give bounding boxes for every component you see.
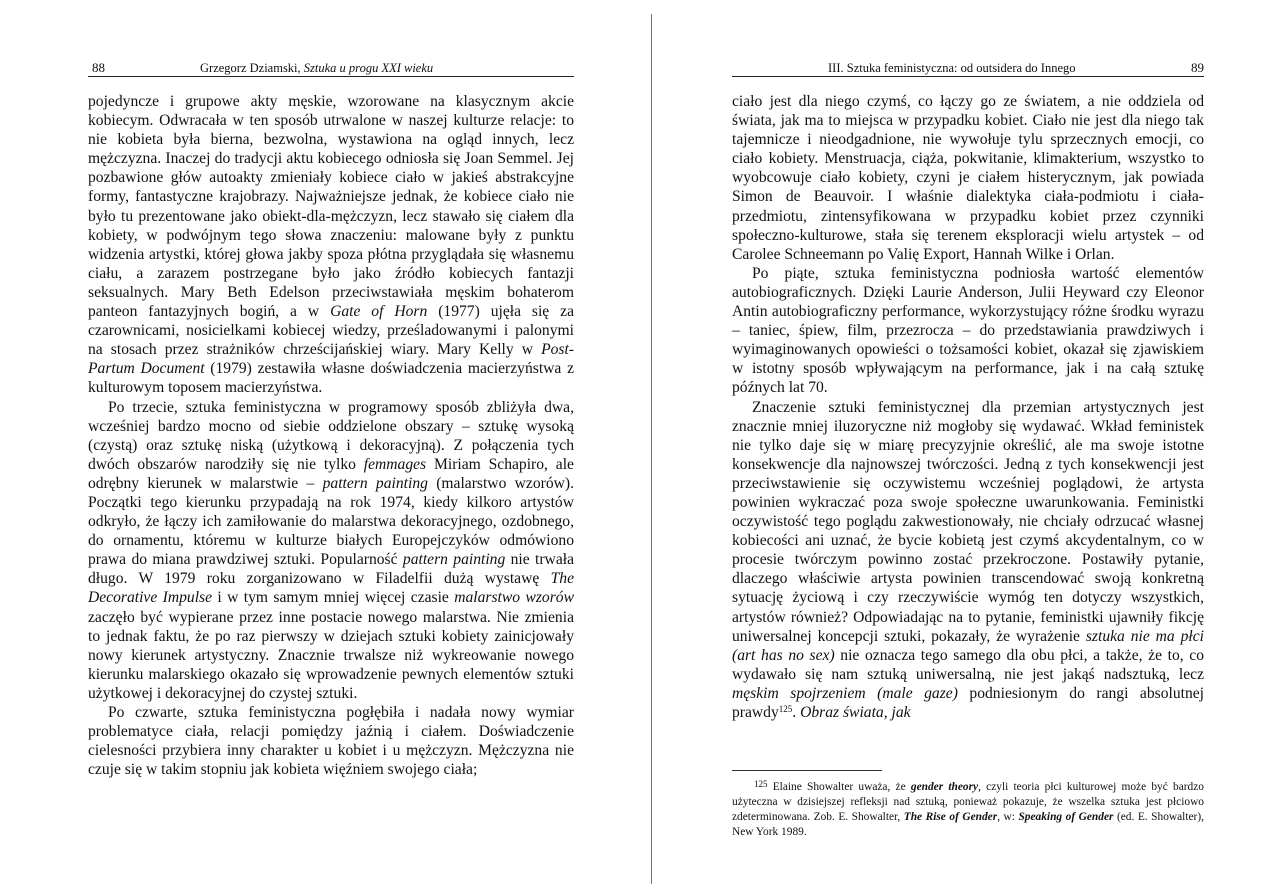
text-run: (1979) zestawiła własne doświadczenia macierzyństwa z kulturowym toposem macierzyństwa. (88, 360, 574, 397)
right-running-head: III. Sztuka feministyczna: od outsidera do Innego (828, 61, 1076, 75)
right-paragraph-1 (732, 92, 1204, 264)
text-run: zaczęło być wypierane przez inne postacie nowego malarstwa. Nie zmienia to jednak faktu, że po raz pierwszy w dziejach sztuki kobiety zainicjowały nowy kierunek artystyczny. Znacznie trwalsze niż wykreowanie nowego kierunku malarskiego okazało się wprowadzenie pewnych elementów sztuki użytkowej i dekoracyjnej do czystej sztuki. (88, 608, 574, 702)
text-run: męskim spojrzeniem (male gaze) (732, 684, 958, 702)
text-run: Po trzecie, sztuka feministyczna w programowy sposób zbliżyła dwa, wcześniej bardzo mocno od siebie oddzielone obszary – sztukę wysoką (czystą) oraz sztukę niską (użytkową i dekoracyjną). Z połączenia tych dwóch obszarów narodziły się nie tylko (88, 398, 574, 473)
left-body-text (88, 92, 574, 779)
footnote-marker: 125 (778, 704, 793, 714)
text-run: (ed. E. Showalter), New York 1989. (732, 811, 1204, 838)
text-run: Obraz świata, jak (800, 704, 911, 721)
text-run: (1977) ujęła się za czarownicami, nosicielkami kobiecej wiedzy, prześladowanymi i palonymi na stosach przez strażników chrześcijańskiej wiary. Mary Kelly w (88, 303, 574, 359)
left-paragraph-2 (88, 398, 574, 704)
text-run: pattern painting (322, 474, 428, 492)
text-run: pattern painting (402, 551, 506, 569)
text-run: nie oznacza tego samego dla obu płci, a także, że to, co wydawało się nam sztuką uniwersalną, nie jest jakąś nadsztuką, lecz (732, 646, 1204, 683)
text-run: , czyli teoria płci kulturowej może być bardzo użyteczna w dzisiejszej refleksji nad sztuką, ponieważ pokazuje, że wszelka sztuka jest płciowo zdeterminowana. Zob. E. Showalter, (732, 781, 1204, 823)
text-run: i w tym samym mniej więcej czasie (212, 589, 455, 607)
right-running-header (732, 60, 1204, 77)
left-paragraph-1 (88, 92, 574, 398)
running-head-book-title: Sztuka u progu XXI wieku (303, 61, 434, 75)
text-run: Znaczenie sztuki feministycznej dla przemian artystycznych jest znacznie mniej iluzoryczne niż mogłoby się wydawać. Wkład feministek nie tylko daje się w miarę precyzyjnie określić, ale ma swoje istotne konsekwencje dla najnowszej twórczości. Jedną z tych konsekwencji jest przeciwstawienie się oczywistemu wcześniej poglądowi, że artysta powinien wykraczać poza swoje społeczne uwarunkowania. Feministki oczywistość tego poglądu zakwestionowały, nie chciały odrzucać własnej kobiecości ani uznać, że bycie kobietą jest czymś akcydentalnym, co w procesie twórczym powinno zostać przekroczone. Postawiły pytanie, dlaczego właściwie artysta powinien transcendować swoją konkretną sytuację życiową i czy rzeczywiście wymóg ten dotyczy wszystkich, artystów również? Odpowiadając na to pytanie, feministki ujawniły fikcję uniwersalnej koncepcji sztuki, pokazały, że wyrażenie (732, 398, 1204, 645)
text-run: (malarstwo wzorów). Początki tego kierunku przypadają na rok 1974, kiedy kilkoro artystów odkryło, że łączy ich zamiłowanie do malarstwa dekoracyjnego, ozdobnego, do ornamentu, któremu w kulturze białych Europejczyków odmówiono prawa do miana prawdziwej sztuki. Popularność (88, 474, 574, 569)
running-head-author: Grzegorz Dziamski, (200, 61, 301, 75)
right-page-number: 89 (1191, 60, 1204, 75)
text-run: Po piąte, sztuka feministyczna podniosła wartość elementów autobiograficznych. Dzięki Laurie Anderson, Julii Heyward czy Eleonor Antin autobiograficzny performance, wykorzystujący różne środku wyrazu – taniec, śpiew, film, przezrocza – do przedstawiania prawdziwych i wyimaginowanych opowieści o tożsamości kobiet, okazał się zjawiskiem w istotny sposób wpływającym na performance, jak i na całą sztukę późnych lat 70. (732, 264, 1204, 397)
text-run: nie trwała długo. W 1979 roku zorganizowano w Filadelfii dużą wystawę (88, 551, 574, 588)
left-running-head (200, 60, 433, 76)
footnote-rule (732, 770, 882, 771)
text-run: ciało jest dla niego czymś, co łączy go ze światem, a nie oddziela od świata, jak ma to miejsca w przypadku kobiet. Ciało nie jest dla niego tak tajemnicze i nieodgadnione, nie wywołuje tylu sprzecznych emocji, co ciało kobiety. Menstruacja, ciąża, pokwitanie, klimakterium, wszystko to wyobcowuje ciało kobiety, czyni je ciałem histerycznym, jak powiada Simon de Beauvoir. I właśnie dialektyka ciała-podmiotu i ciała-przedmiotu, zintensyfikowana w przypadku kobiet przez czynniki społeczno-kulturowe, stała się terenem eksploracji wielu artystek – od Carolee Schneemann po Valię Export, Hannah Wilke i Orlan. (732, 93, 1204, 263)
footnote (732, 780, 1204, 840)
footnote-marker: 125 (754, 779, 768, 789)
text-run: podniesionym do rangi absolutnej prawdy (732, 684, 1205, 721)
text-run: Gate of Horn (330, 303, 428, 321)
text-run: Post-Partum Document (88, 341, 574, 378)
text-run: Elaine Showalter uważa, że (767, 781, 911, 793)
left-page-number: 88 (92, 60, 105, 75)
text-run: The Decorative Impulse (88, 570, 574, 607)
text-run: Miriam Schapiro, ale odrębny kierunek w malarstwie – (88, 455, 574, 492)
right-paragraph-3 (732, 398, 1204, 723)
text-run: . (792, 704, 801, 721)
footnote-125 (732, 780, 1204, 840)
text-run: Speaking of Gender (1018, 811, 1114, 823)
left-running-header (88, 60, 574, 77)
text-run: Po czwarte, sztuka feministyczna pogłębiła i nadała nowy wymiar problematyce ciała, relacji pomiędzy jaźnią i ciałem. Doświadczenie cielesności przybiera inny charakter u kobiet i u mężczyzn. Mężczyzna nie czuje się w takim stopniu jak kobieta więźniem swojego ciała; (88, 704, 574, 779)
text-run: pojedyncze i grupowe akty męskie, wzorowane na klasycznym akcie kobiecym. Odwracała w ten sposób utrwalone w naszej kulturze relacje: to nie kobieta była bierna, bezwolna, wystawiona na ogląd innych, lecz mężczyzna. Inaczej do tradycji aktu kobiecego odniosła się Joan Semmel. Jej pozbawione głów autoakty zmieniały kobiece ciało w jakieś abstrakcyjne formy, fantastyczne krajobrazy. Najważniejsze jednak, że kobiece ciało nie było tu prezentowane jako obiekt-dla-mężczyzn, lecz stawało się ciałem dla kobiety, w podwójnym tego słowa znaczeniu: malowane były z punktu widzenia artystki, której głowa jakby spoza płótna przyglądała się własnemu ciału, a zarazem postrzegane było jako źródło kobiecych fantazji seksualnych. Mary Beth Edelson przeciwstawiała męskim bohaterom panteon fantazyjnych bogiń, a w (88, 93, 574, 321)
text-run: femmages (363, 455, 427, 473)
right-paragraph-2 (732, 264, 1204, 398)
page-gutter (651, 14, 652, 884)
text-run: sztuka nie ma płci (art has no sex) (732, 627, 1205, 664)
text-run: gender theory (910, 781, 979, 793)
right-body-text (732, 92, 1204, 722)
text-run: The Rise of Gender (903, 811, 998, 823)
left-paragraph-3 (88, 703, 574, 779)
text-run: , w: (997, 811, 1019, 823)
text-run: malarstwo wzorów (454, 589, 574, 607)
